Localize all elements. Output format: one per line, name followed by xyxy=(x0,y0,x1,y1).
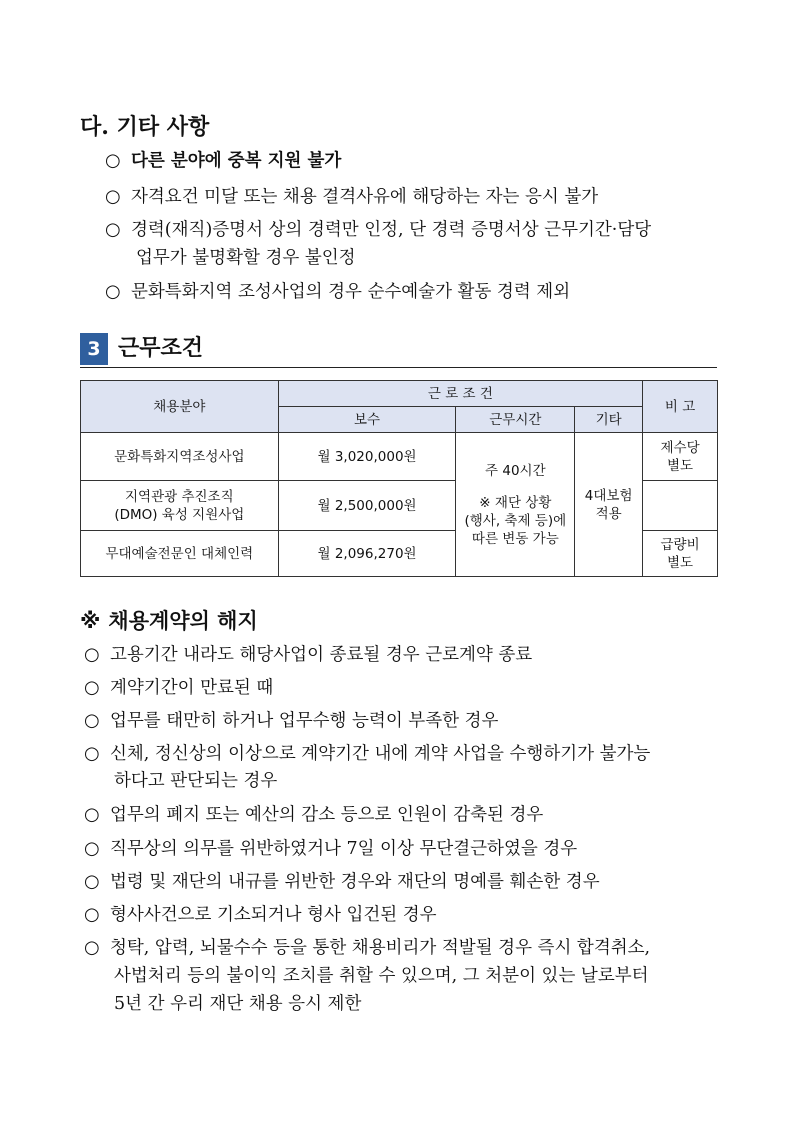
header-field: 채용분야 xyxy=(81,381,279,433)
circle-bullet-icon: ○ xyxy=(84,937,100,958)
row-field: 문화특화지역조성사업 xyxy=(81,433,279,481)
termination-item-7 xyxy=(84,867,600,897)
work-conditions-heading xyxy=(80,333,717,368)
other-item-4-text: 문화특화지역 조성사업의 경우 순수예술가 활동 경력 제외 xyxy=(131,282,571,302)
section-title: 근무조건 xyxy=(118,336,204,361)
other-item-2 xyxy=(105,182,598,212)
termination-item-4 xyxy=(84,739,650,769)
termination-heading xyxy=(80,605,258,635)
header-pay: 보수 xyxy=(278,407,456,433)
other-item-2-text: 자격요건 미달 또는 채용 결격사유에 해당하는 자는 응시 불가 xyxy=(131,187,599,207)
termination-item-8-text: 형사사건으로 기소되거나 형사 입건된 경우 xyxy=(110,905,437,925)
termination-item-9-continued-2: 5년 간 우리 재단 채용 응시 제한 xyxy=(114,994,362,1014)
row-pay: 월 2,096,270원 xyxy=(278,531,456,577)
circle-bullet-icon: ○ xyxy=(105,281,121,302)
header-note: 비 고 xyxy=(643,381,718,433)
hours-note: ※ 재단 상황 (행사, 축제 등)에 따른 변동 가능 xyxy=(464,494,567,547)
termination-item-1 xyxy=(84,640,532,670)
row-note xyxy=(643,481,718,531)
termination-item-8 xyxy=(84,900,437,930)
termination-item-4-continued: 하다고 판단되는 경우 xyxy=(114,771,278,791)
other-item-3 xyxy=(105,215,651,245)
termination-item-4-text: 신체, 정신상의 이상으로 계약기간 내에 계약 사업을 수행하기가 불가능 xyxy=(110,744,651,764)
circle-bullet-icon: ○ xyxy=(84,904,100,925)
other-item-1 xyxy=(105,146,341,176)
termination-item-3-text: 업무를 태만히 하거나 업무수행 능력이 부족한 경우 xyxy=(110,711,499,731)
termination-item-9 xyxy=(84,933,650,963)
table-row xyxy=(81,433,718,481)
termination-item-7-text: 법령 및 재단의 내규를 위반한 경우와 재단의 명예를 훼손한 경우 xyxy=(110,872,600,892)
row-note: 제수당 별도 xyxy=(643,433,718,481)
section-heading-other: 다. 기타 사항 xyxy=(80,114,210,140)
termination-item-5-text: 업무의 폐지 또는 예산의 감소 등으로 인원이 감축된 경우 xyxy=(110,805,544,825)
termination-title: 채용계약의 해지 xyxy=(108,608,258,633)
etc-cell: 4대보험 적용 xyxy=(575,433,643,577)
termination-item-9-text: 청탁, 압력, 뇌물수수 등을 통한 채용비리가 적발될 경우 즉시 합격취소, xyxy=(110,938,651,958)
termination-item-3 xyxy=(84,706,498,736)
circle-bullet-icon: ○ xyxy=(105,186,121,207)
header-etc: 기타 xyxy=(575,407,643,433)
row-field: 무대예술전문인 대체인력 xyxy=(81,531,279,577)
header-hours: 근무시간 xyxy=(456,407,575,433)
termination-item-6 xyxy=(84,834,577,864)
termination-item-6-text: 직무상의 의무를 위반하였거나 7일 이상 무단결근하였을 경우 xyxy=(110,839,578,859)
header-conditions: 근 로 조 건 xyxy=(278,381,642,407)
other-item-3-continued: 업무가 불명확할 경우 불인정 xyxy=(136,248,356,268)
circle-bullet-icon: ○ xyxy=(84,743,100,764)
work-conditions-table xyxy=(80,380,718,577)
section-number-badge: 3 xyxy=(80,333,108,365)
termination-item-9-continued-1: 사법처리 등의 불이익 조치를 취할 수 있으며, 그 처분이 있는 날로부터 xyxy=(114,966,649,986)
termination-item-2 xyxy=(84,673,273,703)
other-item-1-text: 다른 분야에 중복 지원 불가 xyxy=(131,151,342,171)
reference-mark-icon: ※ xyxy=(80,609,101,633)
row-pay: 월 2,500,000원 xyxy=(278,481,456,531)
other-item-3-text: 경력(재직)증명서 상의 경력만 인정, 단 경력 증명서상 근무기간·담당 xyxy=(131,220,652,240)
row-field: 지역관광 추진조직 (DMO) 육성 지원사업 xyxy=(81,481,279,531)
row-note: 급량비 별도 xyxy=(643,531,718,577)
termination-item-5 xyxy=(84,800,543,830)
circle-bullet-icon: ○ xyxy=(84,871,100,892)
circle-bullet-icon: ○ xyxy=(84,838,100,859)
circle-bullet-icon: ○ xyxy=(84,644,100,665)
row-pay: 월 3,020,000원 xyxy=(278,433,456,481)
termination-item-2-text: 계약기간이 만료된 때 xyxy=(110,678,274,698)
termination-item-1-text: 고용기간 내라도 해당사업이 종료될 경우 근로계약 종료 xyxy=(110,645,533,665)
circle-bullet-icon: ○ xyxy=(105,219,121,240)
circle-bullet-icon: ○ xyxy=(84,710,100,731)
circle-bullet-icon: ○ xyxy=(105,150,121,171)
hours-cell xyxy=(456,433,575,577)
other-item-4 xyxy=(105,277,570,307)
circle-bullet-icon: ○ xyxy=(84,677,100,698)
circle-bullet-icon: ○ xyxy=(84,804,100,825)
hours-main: 주 40시간 xyxy=(485,462,546,479)
